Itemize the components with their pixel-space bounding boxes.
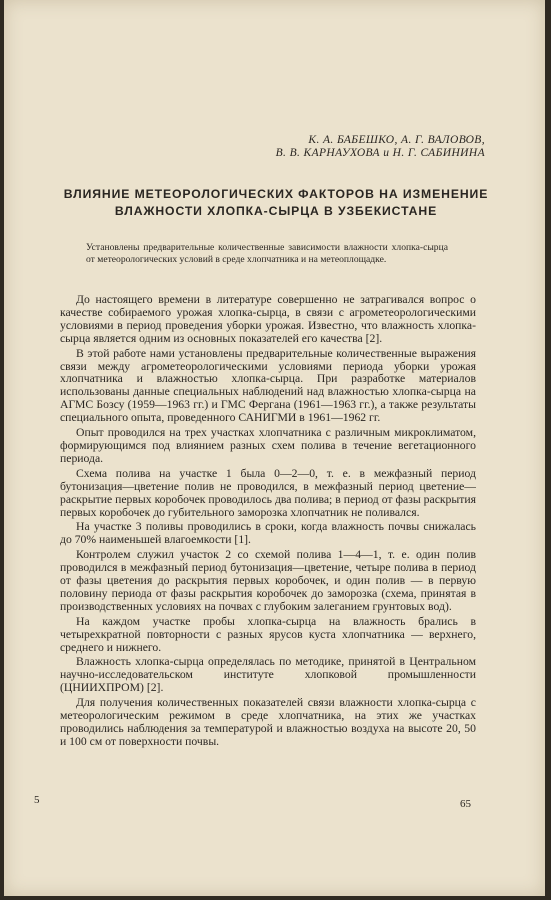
authors-block <box>276 134 485 160</box>
authors-line-2: В. В. КАРНАУХОВА и Н. Г. САБИНИНА <box>275 147 485 159</box>
paragraph: Опыт проводился на трех участках хлопчатника с различным микроклиматом, формирующимся под влиянием разных схем полива в течение вегетационного периода. <box>60 426 476 465</box>
paragraph: В этой работе нами установлены предварительные количественные выражения связи между агрометеорологическими условиями периода уборки урожая хлопчатника и влажностью хлопка-сырца. При разработке материалов использованы данные специальных наблюдений над влажностью хлопка-сырца на АГМС Бозсу (1959—1963 гг.) и ГМС Фергана (1961—1963 гг.), а также результаты специального опыта, проведенного САНИГМИ в 1961—1962 гг. <box>60 346 476 425</box>
title-line-1: ВЛИЯНИЕ МЕТЕОРОЛОГИЧЕСКИХ ФАКТОРОВ НА ИЗМЕНЕНИЕ <box>63 187 489 201</box>
paragraph: На каждом участке пробы хлопка-сырца на влажность брались в четырехкратной повторности с разных ярусов куста хлопчатника — верхнего, среднего и нижнего. <box>60 614 476 654</box>
article-title <box>26 186 526 220</box>
page-number: 65 <box>460 798 471 810</box>
book-page <box>4 0 545 896</box>
paragraph: Для получения количественных показателей связи влажности хлопка-сырца с метеорологическим режимом в среде хлопчатника, на этих же участках проводились наблюдения за температурой и влажностью воздуха на высоте 20, 50 и 100 см от поверхности почвы. <box>60 696 476 748</box>
signature-mark: 5 <box>34 794 40 806</box>
paragraph: Контролем служил участок 2 со схемой полива 1—4—1, т. е. один полив проводился в межфазный период бутонизация—цветение, четыре полива в период от фазы цветения до раскрытия первых коробочек, и один полив — в первую половину периода от фазы раскрытия коробочек до заморозка (схема, принятая в производственных условиях на почвах с глубоким залеганием грунтовых вод). <box>60 548 476 613</box>
paragraph: Влажность хлопка-сырца определялась по методике, принятой в Центральном научно-исследовательском институте хлопковой промышленности (ЦНИИХПРОМ) [2]. <box>60 655 476 695</box>
article-body <box>60 294 476 751</box>
title-line-2: ВЛАЖНОСТИ ХЛОПКА-СЫРЦА В УЗБЕКИСТАНЕ <box>114 204 438 218</box>
paragraph: Схема полива на участке 1 была 0—2—0, т. е. в межфазный период бутонизация—цветение полив не проводился, в межфазный период цветение—раскрытие первых коробочек проводилось два полива; в период от фазы раскрытия первых коробочек до губительного заморозка хлопчатник не поливался. <box>60 466 476 519</box>
paragraph: До настоящего времени в литературе совершенно не затрагивался вопрос о качестве собираемого урожая хлопка-сырца, в связи с агрометеорологическими условиями в период проведения уборки урожая. Известно, что влажность хлопка-сырца является одним из основных показателей его качества [2]. <box>60 293 476 345</box>
authors-line-1: К. А. БАБЕШКО, А. Г. ВАЛОВОВ, <box>308 134 485 146</box>
abstract: Установлены предварительные количественные зависимости влажности хлопка-сырца от метеорологических условий в среде хлопчатника и на метеоплощадке. <box>86 242 448 265</box>
paragraph: На участке 3 поливы проводились в сроки, когда влажность почвы снижалась до 70% наименьшей влагоемкости [1]. <box>60 520 476 547</box>
